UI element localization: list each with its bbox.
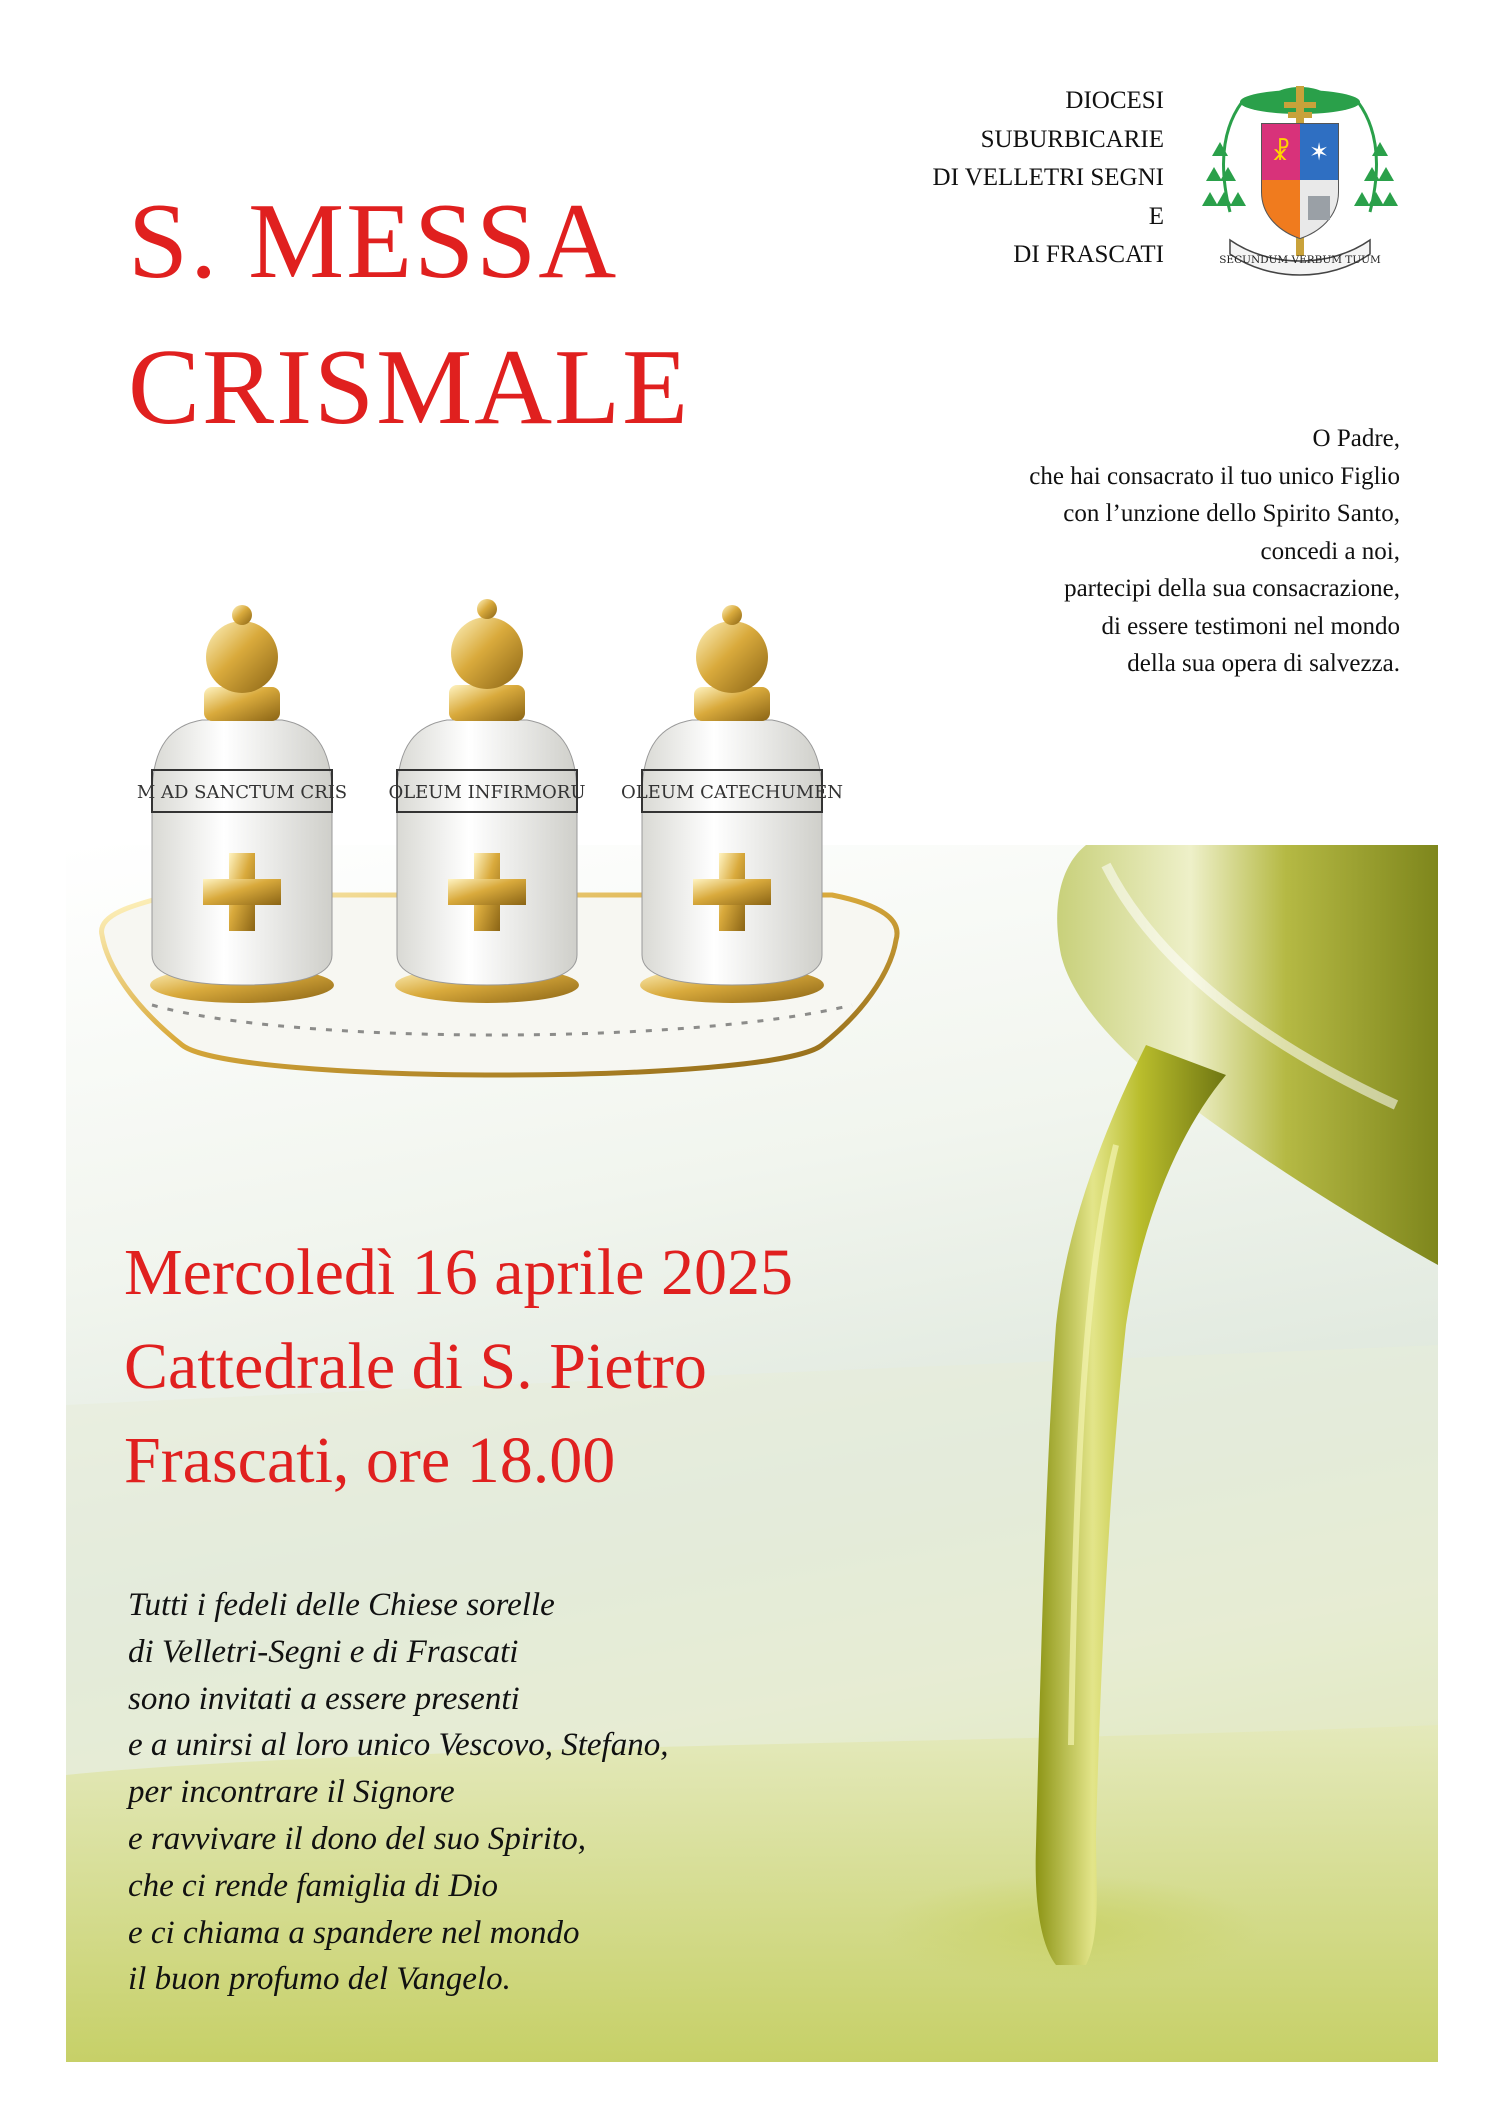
invitation-line: Tutti i fedeli delle Chiese sorelle xyxy=(128,1587,555,1623)
diocese-line: E xyxy=(1148,202,1164,230)
prayer-line: della sua opera di salvezza. xyxy=(1127,650,1400,677)
prayer-line: concedi a noi, xyxy=(1260,537,1400,565)
diocese-header xyxy=(933,82,1164,275)
cruet-label: M AD SANCTUM CRIS xyxy=(136,782,348,803)
prayer-line: di essere testimoni nel mondo xyxy=(1101,612,1400,640)
diocese-line: DI VELLETRI SEGNI xyxy=(932,164,1164,191)
motto-text: SECUNDUM VERBUM TUUM xyxy=(1219,254,1381,266)
title-line-2: CRISMALE xyxy=(128,328,691,447)
cruet-3 xyxy=(621,605,843,1003)
title-line-1: S. MESSA xyxy=(128,182,619,301)
event-place: Cattedrale di S. Pietro xyxy=(124,1330,707,1403)
invitation-line: di Velletri-Segni e di Frascati xyxy=(128,1633,519,1670)
cruet-label: OLEUM INFIRMORU xyxy=(388,782,586,803)
prayer-line: O Padre, xyxy=(1312,425,1400,452)
cruet-1 xyxy=(137,605,347,1003)
invitation-line: per incontrare il Signore xyxy=(128,1774,455,1811)
invitation-line: il buon profumo del Vangelo. xyxy=(128,1961,511,1998)
prayer-line: che hai consacrato il tuo unico Figlio xyxy=(1029,462,1400,490)
invitation-line: sono invitati a essere presenti xyxy=(128,1680,520,1717)
invitation-line: e a unirsi al loro unico Vescovo, Stefano, xyxy=(128,1727,669,1764)
prayer-line: con l’unzione dello Spirito Santo, xyxy=(1063,500,1400,527)
diocese-line: DI FRASCATI xyxy=(1013,241,1164,268)
event-date: Mercoledì 16 aprile 2025 xyxy=(124,1236,793,1309)
cruet-label: OLEUM CATECHUMEN xyxy=(620,782,844,803)
diocese-line: DIOCESI xyxy=(1065,87,1164,114)
invitation-text xyxy=(128,1582,668,2003)
invitation-line: e ravvivare il dono del suo Spirito, xyxy=(128,1820,586,1857)
diocese-line: SUBURBICARIE xyxy=(980,125,1164,153)
invitation-line: che ci rende famiglia di Dio xyxy=(128,1867,498,1904)
svg-text:✶: ✶ xyxy=(1308,138,1330,166)
svg-text:☧: ☧ xyxy=(1271,138,1291,166)
prayer-text xyxy=(1029,420,1400,683)
coat-of-arms-emblem xyxy=(1200,72,1400,292)
invitation-line: e ci chiama a spandere nel mondo xyxy=(128,1914,580,1951)
event-city-time: Frascati, ore 18.00 xyxy=(124,1424,616,1497)
prayer-line: partecipi della sua consacrazione, xyxy=(1064,575,1400,602)
cruet-2 xyxy=(388,599,585,1003)
holy-oils-cruets-image xyxy=(92,575,906,1115)
